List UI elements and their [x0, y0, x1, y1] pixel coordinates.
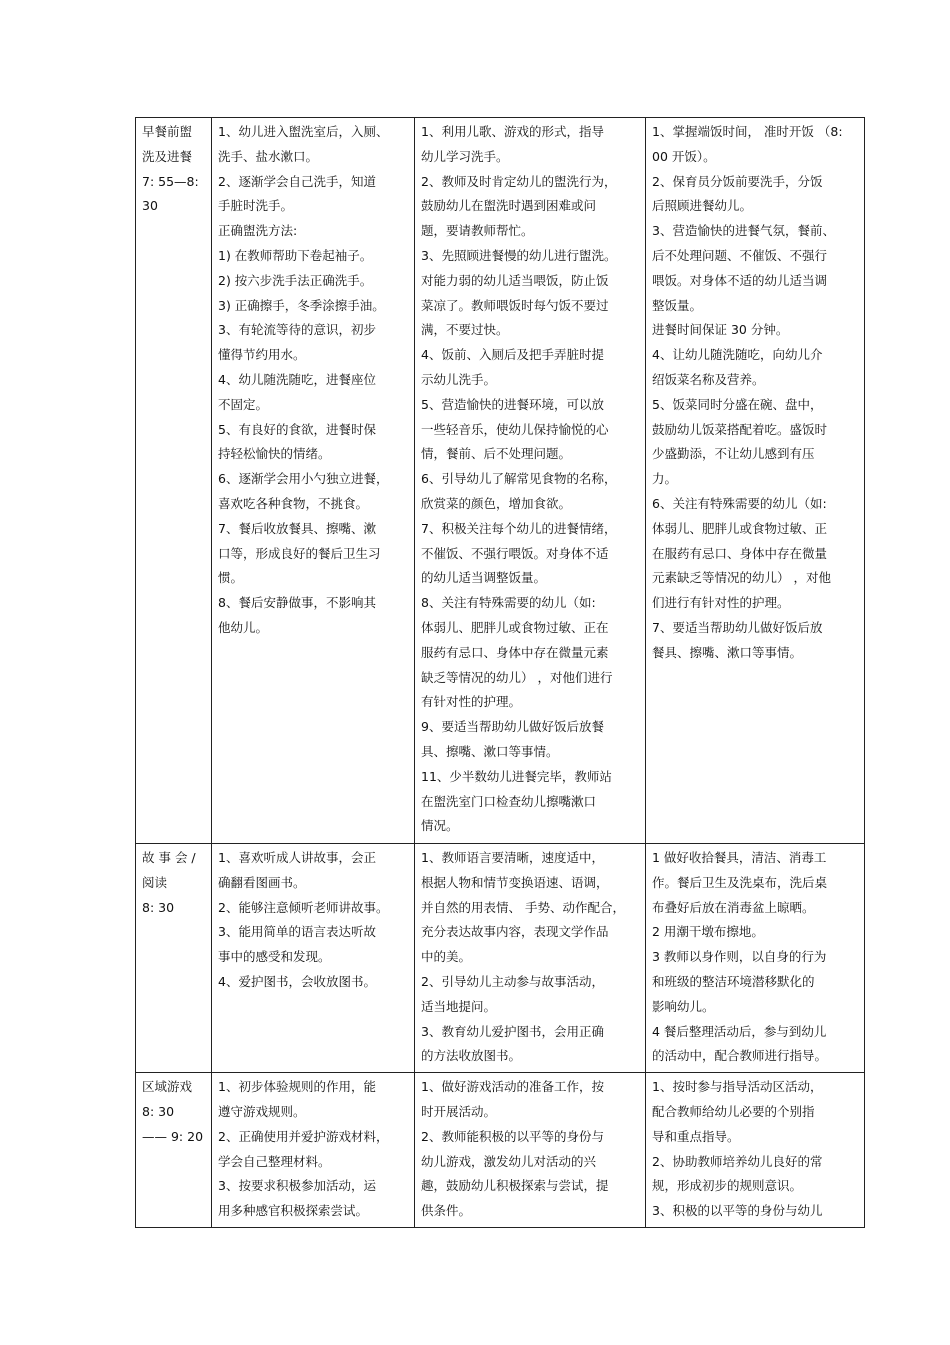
- cell-text-line: 趣，鼓励幼儿积极探索与尝试，提: [421, 1178, 609, 1194]
- caregiver-duties-cell: [646, 1073, 865, 1228]
- child-goals-cell: [212, 844, 415, 1073]
- cell-text-line: 元素缺乏等情况的幼儿） ，对他: [652, 570, 831, 586]
- cell-text-line: 2 用潮干墩布擦地。: [652, 924, 764, 940]
- table-row-breakfast: [136, 118, 865, 844]
- cell-text-line: 满，不要过快。: [421, 322, 509, 338]
- cell-text-line: 4、让幼儿随洗随吃，向幼儿介: [652, 347, 823, 363]
- cell-text-line: 3) 正确擦手，冬季涂擦手油。: [218, 297, 385, 313]
- teacher-duties-cell: [415, 1073, 646, 1228]
- cell-text-line: 他幼儿。: [218, 619, 269, 635]
- cell-text-line: 影响幼儿。: [652, 998, 715, 1014]
- cell-text-line: 1、初步体验规则的作用，能: [218, 1079, 376, 1095]
- child-goals-cell: [212, 1073, 415, 1228]
- cell-text-line: 惯。: [218, 570, 244, 586]
- caregiver-duties-cell: [646, 118, 865, 844]
- cell-text-line: 1、做好游戏活动的准备工作，按: [421, 1079, 604, 1095]
- cell-text-line: 遵守游戏规则。: [218, 1103, 306, 1119]
- cell-text-line: 2) 按六步洗手法正确洗手。: [218, 272, 373, 288]
- cell-text-line: 情，餐前、后不处理问题。: [421, 446, 572, 462]
- time-cell: [136, 1073, 212, 1228]
- cell-text-line: 口等，形成良好的餐后卫生习: [218, 545, 381, 561]
- cell-text-line: 供条件。: [421, 1203, 472, 1219]
- cell-text-line: 们进行有针对性的护理。: [652, 595, 790, 611]
- cell-text-line: 1、按时参与指导活动区活动，: [652, 1079, 823, 1095]
- cell-text-line: 导和重点指导。: [652, 1128, 740, 1144]
- cell-text-line: 不催饭、不强行喂饭。对身体不适: [421, 545, 609, 561]
- cell-text-line: 早餐前盥: [142, 124, 193, 139]
- cell-text-line: 喜欢吃各种食物，不挑食。: [218, 495, 369, 511]
- cell-text-line: 有针对性的护理。: [421, 694, 522, 710]
- cell-text-line: 2、教师及时肯定幼儿的盥洗行为，: [421, 173, 617, 189]
- cell-text-line: 1、教师语言要清晰，速度适中，: [421, 850, 604, 865]
- cell-text-line: 1) 在教师帮助下卷起袖子。: [218, 247, 373, 263]
- child-goals-cell: [212, 118, 415, 844]
- time-cell: [136, 844, 212, 1073]
- cell-text-line: 的活动中，配合教师进行指导。: [652, 1048, 828, 1064]
- cell-text-line: 3、能用简单的语言表达听故: [218, 924, 376, 940]
- cell-text-line: 2、能够注意倾听老师讲故事。: [218, 899, 389, 915]
- cell-text-line: 1 做好收拾餐具，清洁、消毒工: [652, 850, 827, 865]
- cell-text-line: 鼓励幼儿在盥洗时遇到困难或问: [421, 198, 597, 214]
- cell-text-line: 8: 30: [142, 1103, 175, 1119]
- cell-text-line: 学会自己整理材料。: [218, 1153, 331, 1169]
- cell-text-line: 菜凉了。教师喂饭时每勺饭不要过: [421, 297, 609, 313]
- cell-text-line: 阅读: [142, 874, 168, 890]
- cell-text-line: 6、引导幼儿了解常见食物的名称，: [421, 471, 617, 487]
- cell-text-line: 3、先照顾进餐慢的幼儿进行盥洗。: [421, 247, 617, 263]
- cell-text-line: 2、协助教师培养幼儿良好的常: [652, 1153, 823, 1169]
- cell-text-line: 4、饭前、入厕后及把手弄脏时提: [421, 347, 604, 363]
- cell-text-line: 7、积极关注每个幼儿的进餐情绪，: [421, 520, 617, 536]
- cell-text-line: 懂得节约用水。: [218, 347, 306, 363]
- cell-text-line: 3、有轮流等待的意识，初步: [218, 322, 376, 338]
- teacher-duties-cell: [415, 844, 646, 1073]
- cell-text-line: 适当地提问。: [421, 998, 497, 1014]
- cell-text-line: 和班级的整洁环境潜移默化的: [652, 973, 815, 989]
- cell-text-line: 2、正确使用并爱护游戏材料，: [218, 1128, 389, 1144]
- cell-text-line: 幼儿游戏，激发幼儿对活动的兴: [421, 1153, 597, 1169]
- cell-text-line: 8、关注有特殊需要的幼儿（如:: [421, 595, 596, 611]
- table-row-area-games: [136, 1073, 865, 1228]
- cell-text-line: 1、幼儿进入盥洗室后，入厕、: [218, 124, 389, 139]
- cell-text-line: 6、逐渐学会用小勺独立进餐，: [218, 471, 389, 487]
- cell-text-line: 规，形成初步的规则意识。: [652, 1178, 803, 1194]
- cell-text-line: 确翻看图画书。: [218, 874, 306, 890]
- cell-text-line: 时开展活动。: [421, 1103, 497, 1119]
- teacher-duties-cell: [415, 118, 646, 844]
- cell-text-line: 喂饭。对身体不适的幼儿适当调: [652, 272, 828, 288]
- cell-text-line: 1、喜欢听成人讲故事，会正: [218, 850, 376, 865]
- cell-text-line: 7、要适当帮助幼儿做好饭后放: [652, 619, 823, 635]
- cell-text-line: 后照顾进餐幼儿。: [652, 198, 753, 214]
- cell-text-line: 2、保育员分饭前要洗手，分饭: [652, 173, 823, 189]
- cell-text-line: 5、营造愉快的进餐环境，可以放: [421, 396, 604, 412]
- cell-text-line: 不固定。: [218, 396, 269, 412]
- cell-text-line: 正确盥洗方法:: [218, 223, 298, 239]
- cell-text-line: 洗手、盐水漱口。: [218, 148, 319, 164]
- cell-text-line: 4 餐后整理活动后，参与到幼儿: [652, 1023, 827, 1039]
- cell-text-line: 后不处理问题、不催饭、不强行: [652, 247, 828, 263]
- cell-text-line: 5、有良好的食欲，进餐时保: [218, 421, 376, 437]
- cell-text-line: 7、餐后收放餐具、擦嘴、漱: [218, 520, 376, 536]
- cell-text-line: 对能力弱的幼儿适当喂饭，防止饭: [421, 272, 609, 288]
- cell-text-line: 少盛勤添，不让幼儿感到有压: [652, 446, 815, 462]
- cell-text-line: 2、引导幼儿主动参与故事活动，: [421, 973, 604, 989]
- cell-text-line: 用多种感官积极探索尝试。: [218, 1203, 369, 1219]
- cell-text-line: 故 事 会 /: [142, 850, 196, 865]
- cell-text-line: 在服药有忌口、身体中存在微量: [652, 545, 828, 561]
- cell-text-line: 情况。: [421, 818, 459, 834]
- cell-text-line: 的幼儿适当调整饭量。: [421, 570, 547, 586]
- cell-text-line: 在盥洗室门口检查幼儿擦嘴漱口: [421, 793, 597, 809]
- cell-text-line: 示幼儿洗手。: [421, 371, 497, 387]
- cell-text-line: 根据人物和情节变换语速、语调，: [421, 874, 609, 890]
- cell-text-line: 3、营造愉快的进餐气氛，餐前、: [652, 223, 835, 239]
- cell-text-line: 2、逐渐学会自己洗手，知道: [218, 173, 376, 189]
- cell-text-line: 持轻松愉快的情绪。: [218, 446, 331, 462]
- cell-text-line: 力。: [652, 471, 678, 487]
- cell-text-line: 进餐时间保证 30 分钟。: [652, 322, 789, 338]
- cell-text-line: 中的美。: [421, 949, 472, 965]
- cell-text-line: 餐具、擦嘴、漱口等事情。: [652, 644, 803, 660]
- cell-text-line: 1、利用儿歌、游戏的形式，指导: [421, 124, 604, 139]
- caregiver-duties-cell: [646, 844, 865, 1073]
- cell-text-line: 充分表达故事内容，表现文学作品: [421, 924, 609, 940]
- cell-text-line: 体弱儿、肥胖儿或食物过敏、正在: [421, 619, 609, 635]
- cell-text-line: 题，要请教师帮忙。: [421, 223, 534, 239]
- cell-text-line: 一些轻音乐，使幼儿保持愉悦的心: [421, 421, 609, 437]
- cell-text-line: 4、爱护图书，会收放图书。: [218, 973, 376, 989]
- cell-text-line: 的方法收放图书。: [421, 1048, 522, 1064]
- cell-text-line: 作。餐后卫生及洗桌布，洗后桌: [652, 874, 828, 890]
- cell-text-line: 配合教师给幼儿必要的个别指: [652, 1103, 815, 1119]
- time-cell: [136, 118, 212, 844]
- cell-text-line: 具、擦嘴、漱口等事情。: [421, 743, 559, 759]
- cell-text-line: 鼓励幼儿饭菜搭配着吃。盛饭时: [652, 421, 828, 437]
- cell-text-line: 区域游戏: [142, 1079, 193, 1095]
- cell-text-line: 服药有忌口、身体中存在微量元素: [421, 644, 609, 660]
- cell-text-line: 洗及进餐: [142, 148, 193, 164]
- cell-text-line: 欣赏菜的颜色，增加食欲。: [421, 495, 572, 511]
- cell-text-line: 8、餐后安静做事，不影响其: [218, 595, 376, 611]
- cell-text-line: 体弱儿、肥胖儿或食物过敏、正: [652, 520, 828, 536]
- cell-text-line: 3、积极的以平等的身份与幼儿: [652, 1203, 823, 1219]
- cell-text-line: 3、教育幼儿爱护图书，会用正确: [421, 1023, 604, 1039]
- cell-text-line: 6、关注有特殊需要的幼儿（如:: [652, 495, 827, 511]
- cell-text-line: 并自然的用表情、 手势、动作配合，: [421, 899, 625, 915]
- cell-text-line: 3 教师以身作则，以自身的行为: [652, 949, 827, 965]
- cell-text-line: —— 9: 20: [142, 1128, 204, 1144]
- table-row-story-reading: [136, 844, 865, 1073]
- cell-text-line: 8: 30: [142, 899, 175, 915]
- cell-text-line: 1、掌握端饭时间， 准时开饭 （8:: [652, 124, 843, 139]
- cell-text-line: 手脏时洗手。: [218, 198, 294, 214]
- cell-text-line: 2、教师能积极的以平等的身份与: [421, 1128, 604, 1144]
- cell-text-line: 3、按要求积极参加活动，运: [218, 1178, 376, 1194]
- cell-text-line: 11、少半数幼儿进餐完毕，教师站: [421, 768, 612, 784]
- cell-text-line: 事中的感受和发现。: [218, 949, 331, 965]
- daily-routine-table: [135, 117, 865, 1228]
- cell-text-line: 4、幼儿随洗随吃，进餐座位: [218, 371, 376, 387]
- cell-text-line: 缺乏等情况的幼儿） ，对他们进行: [421, 669, 613, 685]
- cell-text-line: 整饭量。: [652, 297, 703, 313]
- cell-text-line: 30: [142, 198, 158, 214]
- cell-text-line: 7: 55—8:: [142, 173, 199, 189]
- cell-text-line: 9、要适当帮助幼儿做好饭后放餐: [421, 719, 604, 735]
- cell-text-line: 布叠好后放在消毒盆上晾晒。: [652, 899, 815, 915]
- cell-text-line: 00 开饭）。: [652, 148, 716, 164]
- cell-text-line: 幼儿学习洗手。: [421, 148, 509, 164]
- cell-text-line: 5、饭菜同时分盛在碗、盘中，: [652, 396, 823, 412]
- cell-text-line: 绍饭菜名称及营养。: [652, 371, 765, 387]
